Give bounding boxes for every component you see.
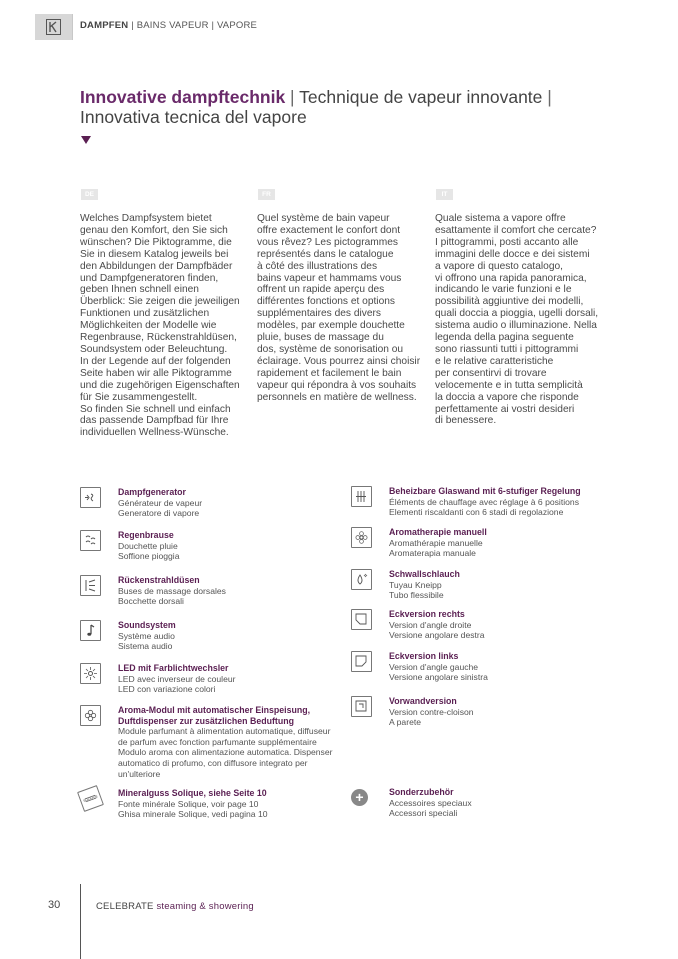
lang-badge-fr: FR bbox=[258, 189, 275, 200]
legend-title: Regenbrause bbox=[118, 530, 174, 540]
legend-line: de parfum avec fonction parfumante supplémentaire bbox=[118, 736, 317, 747]
legend-line: LED con variazione colori bbox=[118, 684, 216, 695]
legend-line: Sistema audio bbox=[118, 641, 173, 652]
legend-line: Bocchette dorsali bbox=[118, 596, 184, 607]
legend-line: A parete bbox=[389, 717, 422, 728]
text-line: éclairage. Vous pourrez ainsi choisir bbox=[257, 355, 421, 367]
legend-line: Buses de massage dorsales bbox=[118, 585, 226, 596]
legend-line: LED avec inverseur de couleur bbox=[118, 673, 236, 684]
legend-line: Version d'angle droite bbox=[389, 619, 472, 630]
music-note-icon bbox=[80, 620, 101, 641]
text-line: sono riassunti tutti i pittogrammi bbox=[435, 343, 579, 355]
legend-title: Beheizbare Glaswand mit 6-stufiger Regelung bbox=[389, 486, 581, 496]
text-line: und die zugehörigen Eigenschaften bbox=[80, 379, 240, 391]
legend-line: Version d'angle gauche bbox=[389, 661, 479, 672]
text-line: quali doccia a pioggia, ugelli dorsali, bbox=[435, 308, 599, 320]
legend-line: automatico di profumo, con diffusore integrato per bbox=[118, 757, 308, 768]
text-line: velocemente e in tutta semplicità bbox=[435, 379, 583, 391]
header-label-bold: DAMPFEN bbox=[80, 20, 129, 31]
legend-line: Fonte minérale Solique, voir page 10 bbox=[118, 798, 259, 809]
solique-icon bbox=[77, 785, 104, 812]
legend-title: Aroma-Modul mit automatischer Einspeisung, bbox=[118, 705, 311, 715]
text-column-de bbox=[80, 213, 252, 439]
lang-badge-de: DE bbox=[81, 189, 98, 200]
legend-title: Dampfgenerator bbox=[118, 487, 186, 497]
rain-shower-icon bbox=[80, 530, 101, 551]
text-line: geben Ihnen schnell einen bbox=[80, 284, 199, 296]
text-line: wünschen? Die Piktogramme, die bbox=[80, 236, 232, 248]
text-line: das passende Dampfbad für Ihre bbox=[80, 415, 229, 427]
text-line: vous rêvez? Les pictogrammes bbox=[257, 236, 398, 248]
legend-line: Versione angolare destra bbox=[389, 630, 485, 641]
color-light-icon bbox=[80, 663, 101, 684]
legend-title: LED mit Farblichtwechsler bbox=[118, 663, 229, 673]
text-column-it bbox=[435, 213, 607, 427]
legend-line: Modulo aroma con alimentazione automatica. Dispenser bbox=[118, 747, 333, 758]
back-jets-icon bbox=[80, 575, 101, 596]
text-line: Funktionen und zusätzlichen bbox=[80, 308, 210, 320]
text-line: Quale sistema a vapore offre bbox=[435, 213, 566, 224]
text-line: représentés dans le catalogue bbox=[257, 248, 394, 260]
title-de: Innovative dampftechnik bbox=[80, 87, 286, 107]
legend-line: Module parfumant à alimentation automatique, diffuseur bbox=[118, 726, 331, 737]
text-line: rapidement et facilement le bain bbox=[257, 367, 402, 379]
legend-line: Soffione pioggia bbox=[118, 551, 180, 562]
title-separator: | bbox=[285, 87, 300, 107]
footer-subtitle: steaming & showering bbox=[156, 901, 254, 912]
text-line: la doccia a vapore che risponde bbox=[435, 391, 579, 403]
text-line: individuellen Wellness-Wünsche. bbox=[80, 427, 229, 439]
legend-line: Accessori speciali bbox=[389, 808, 458, 819]
text-line: bains vapeur et hammams vous bbox=[257, 272, 402, 284]
legend-title: Eckversion links bbox=[389, 651, 459, 661]
text-line: Überblick: Sie zeigen die jeweiligen bbox=[80, 296, 240, 308]
legend-title: Soundsystem bbox=[118, 620, 176, 630]
text-line: e le relative caratteristiche bbox=[435, 355, 554, 367]
legend-line: un'ulteriore bbox=[118, 768, 161, 779]
text-line: personnels en matière de wellness. bbox=[257, 391, 417, 403]
text-line: perfettamente ai vostri desideri bbox=[435, 403, 575, 415]
text-line: Welches Dampfsystem bietet bbox=[80, 213, 212, 224]
legend-line: Éléments de chauffage avec réglage à 6 positions bbox=[389, 496, 579, 507]
text-line: différentes fonctions et options bbox=[257, 296, 395, 308]
text-line: immagini delle docce e dei sistemi bbox=[435, 248, 590, 260]
front-wall-icon bbox=[351, 696, 372, 717]
legend-line: Generatore di vapore bbox=[118, 508, 200, 519]
legend-title: Rückenstrahldüsen bbox=[118, 575, 200, 585]
page-title bbox=[80, 87, 640, 127]
footer-tagline bbox=[96, 901, 254, 912]
legend-line: Tubo flessibile bbox=[389, 590, 444, 601]
text-line: I pittogrammi, posti accanto alle bbox=[435, 236, 579, 248]
text-line: per consentirvi di trovare bbox=[435, 367, 547, 379]
text-line: In der Legende auf der folgenden bbox=[80, 355, 231, 367]
footer-brand: CELEBRATE bbox=[96, 901, 154, 912]
text-line: pluie, buses de massage du bbox=[257, 332, 384, 344]
text-line: Regenbrause, Rückenstrahldüsen, bbox=[80, 332, 237, 344]
text-line: offrent un rapide aperçu des bbox=[257, 284, 385, 296]
legend-title: Eckversion rechts bbox=[389, 609, 465, 619]
text-line: vi offrono una rapida panoramica, bbox=[435, 272, 587, 284]
text-line: sistema audio o illuminazione. Nella bbox=[435, 320, 597, 332]
legend-line: Douchette pluie bbox=[118, 540, 178, 551]
aromatherapy-icon bbox=[351, 527, 372, 548]
text-line: Quel système de bain vapeur bbox=[257, 213, 390, 224]
text-line: supplémentaires des divers bbox=[257, 308, 382, 320]
lang-badge-it: IT bbox=[436, 189, 453, 200]
flower-aroma-icon bbox=[80, 705, 101, 726]
legend-line: Aromaterapia manuale bbox=[389, 548, 476, 559]
text-line: So finden Sie schnell und einfach bbox=[80, 403, 231, 415]
text-line: esattamente il comfort che cercate? bbox=[435, 224, 597, 236]
legend-line: Système audio bbox=[118, 630, 175, 641]
text-line: modèles, par exemple douchette bbox=[257, 320, 405, 332]
svg-text:SOLIQUE: SOLIQUE bbox=[82, 794, 99, 804]
text-line: Seite haben wir alle Piktogramme bbox=[80, 367, 232, 379]
legend-line: Version contre-cloison bbox=[389, 706, 474, 717]
legend-title: Aromatherapie manuell bbox=[389, 527, 487, 537]
legend-line: Elementi riscaldanti con 6 stadi di regolazione bbox=[389, 507, 564, 518]
text-line: possibilità aggiuntive dei modelli, bbox=[435, 296, 584, 308]
section-header bbox=[80, 20, 257, 31]
text-line: den Abbildungen der Dampfbäder bbox=[80, 260, 233, 272]
heated-glass-icon bbox=[351, 486, 372, 507]
legend-line: Accessoires speciaux bbox=[389, 797, 472, 808]
footer-divider bbox=[80, 884, 81, 959]
legend-title: Mineralguss Solique, siehe Seite 10 bbox=[118, 788, 267, 798]
text-line: à côté des illustrations des bbox=[257, 260, 378, 272]
text-line: und Dampfgeneratoren finden, bbox=[80, 272, 219, 284]
text-column-fr bbox=[257, 213, 429, 404]
text-line: legenda della pagina seguente bbox=[435, 332, 574, 344]
page-number: 30 bbox=[48, 899, 61, 911]
text-line: für Sie zusammengestellt. bbox=[80, 391, 198, 403]
text-line: offre exactement le confort dont bbox=[257, 224, 401, 236]
legend-title: Sonderzubehör bbox=[389, 787, 454, 797]
brand-logo bbox=[35, 14, 73, 40]
text-line: di benessere. bbox=[435, 415, 497, 427]
text-line: genau den Komfort, den Sie sich bbox=[80, 224, 228, 236]
legend-title: Schwallschlauch bbox=[389, 569, 460, 579]
steam-generator-icon bbox=[80, 487, 101, 508]
text-line: vapeur qui répondra à vos souhaits bbox=[257, 379, 417, 391]
text-line: indicando le varie funzioni e le bbox=[435, 284, 572, 296]
title-fr: Technique de vapeur innovante bbox=[299, 87, 543, 107]
text-line: Möglichkeiten der Modelle wie bbox=[80, 320, 217, 332]
text-line: dos, système de sonorisation ou bbox=[257, 343, 404, 355]
legend-line: Versione angolare sinistra bbox=[389, 672, 488, 683]
corner-left-icon bbox=[351, 651, 372, 672]
legend-line: Ghisa minerale Solique, vedi pagina 10 bbox=[118, 809, 268, 820]
title-it: Innovativa tecnica del vapore bbox=[80, 107, 307, 127]
plus-icon: + bbox=[351, 789, 368, 806]
title-separator: | bbox=[542, 87, 552, 107]
corner-right-icon bbox=[351, 609, 372, 630]
header-label-rest: | BAINS VAPEUR | VAPORE bbox=[128, 20, 258, 31]
legend-line: Générateur de vapeur bbox=[118, 497, 203, 508]
hand-shower-icon bbox=[351, 569, 372, 590]
triangle-down-icon bbox=[81, 136, 91, 144]
legend-line: Tuyau Kneipp bbox=[389, 579, 442, 590]
text-line: Sie in diesem Katalog jeweils bei bbox=[80, 248, 229, 260]
legend-title: Vorwandversion bbox=[389, 696, 457, 706]
legend-line: Aromathérapie manuelle bbox=[389, 537, 483, 548]
legend-title: Duftdispenser zur zusätzlichen Beduftung bbox=[118, 715, 294, 726]
text-line: Soundsystem oder Beleuchtung. bbox=[80, 343, 228, 355]
text-line: a vapore di questo catalogo, bbox=[435, 260, 564, 272]
k-logo-icon bbox=[46, 19, 61, 35]
